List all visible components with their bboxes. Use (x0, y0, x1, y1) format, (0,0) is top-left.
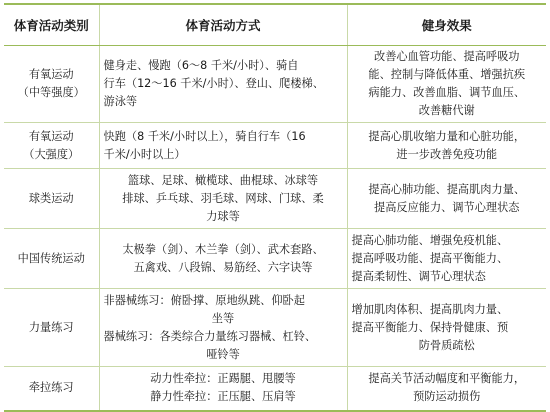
effect-text: 改善糖代谢 (418, 104, 475, 117)
method-text: 五禽戏、八段锦、易筋经、六字诀等 (133, 260, 313, 274)
category-cell (4, 169, 99, 229)
method-text: 太极拳（剑）、木兰拳（剑）、武术套路、 (122, 242, 324, 256)
effect-text: 提高平衡能力、保持骨健康、预 (351, 320, 509, 334)
effect-cell (347, 46, 546, 123)
effect-cell (347, 229, 546, 289)
category-cell (4, 289, 99, 367)
category-text: 有氧运动 (28, 68, 74, 81)
method-cell (99, 169, 347, 229)
method-text: 哑铃等 (206, 347, 240, 361)
method-text: 排球、乒乓球、羽毛球、网球、门球、柔 (122, 191, 324, 205)
table-row (4, 46, 546, 123)
table-header-row (4, 4, 546, 46)
method-cell (99, 367, 347, 411)
effect-text: 提高关节活动幅度和平衡能力， (368, 372, 526, 386)
table-row (4, 289, 546, 367)
category-text: 力量练习 (28, 320, 74, 334)
effect-text: 改善心血管功能、提高呼吸功 (374, 50, 520, 63)
method-text: 千米/小时以上） (103, 147, 186, 161)
effect-cell (347, 367, 546, 411)
category-text: 球类运动 (28, 191, 74, 205)
effect-text: 增加肌肉体积、提高肌肉力量、 (351, 302, 509, 316)
method-text: 游泳等 (103, 95, 138, 108)
method-text: 坐等 (211, 311, 235, 325)
table-row (4, 169, 546, 229)
method-text: 快跑（8 千米/小时以上），骑自行车（16 (103, 129, 306, 143)
category-text: 牵拉练习 (28, 381, 74, 395)
effect-text: 防骨质疏松 (418, 338, 475, 352)
effect-text: 提高呼吸功能、提高平衡能力、 (351, 251, 509, 265)
effect-text: 提高柔韧性、调节心理状态 (351, 269, 486, 283)
category-text: 有氧运动 (28, 129, 74, 143)
effect-text: 病能力、改善血脂、调节血压、 (368, 86, 526, 99)
table-row (4, 123, 546, 169)
fitness-activity-table (4, 3, 546, 412)
effect-text: 提高心肌收缩力量和心脏功能， (368, 129, 526, 143)
effect-cell (347, 169, 546, 229)
effect-text: 能、控制与降低体重、增强抗疾 (368, 68, 526, 81)
method-text: 器械练习：各类综合力量练习器械、杠铃、 (103, 329, 317, 343)
effect-cell (347, 289, 546, 367)
method-text: 力球等 (206, 209, 240, 223)
method-cell (99, 229, 347, 289)
method-text: 篮球、足球、橄榄球、曲棍球、冰球等 (127, 173, 319, 187)
method-cell (99, 123, 347, 169)
header-method: 体育活动方式 (99, 4, 347, 46)
category-cell (4, 123, 99, 169)
category-text: 中国传统运动 (17, 251, 85, 265)
method-cell (99, 46, 347, 123)
table-row (4, 367, 546, 411)
category-cell (4, 367, 99, 411)
category-cell (4, 229, 99, 289)
method-text: 行车（12～16 千米/小时）、登山、爬楼梯、 (103, 77, 324, 90)
effect-text: 进一步改善免疫功能 (396, 147, 498, 161)
effect-text: 预防运动损伤 (413, 390, 481, 404)
method-text: 静力性牵拉：正压腿、压肩等 (150, 390, 296, 404)
effect-cell (347, 123, 546, 169)
effect-text: 提高反应能力、调节心理状态 (374, 200, 520, 214)
header-category: 体育活动类别 (4, 4, 99, 46)
header-effect: 健身效果 (347, 4, 546, 46)
effect-text: 提高心肺功能、提高肌肉力量、 (368, 182, 526, 196)
category-text: （大强度） (23, 147, 80, 161)
method-text: 动力性牵拉：正踢腿、甩腰等 (150, 372, 296, 386)
category-text: （中等强度） (17, 86, 85, 99)
method-text: 非器械练习：俯卧撑、原地纵跳、仰卧起 (103, 293, 305, 307)
table-row (4, 229, 546, 289)
method-cell (99, 289, 347, 367)
category-cell (4, 46, 99, 123)
effect-text: 提高心肺功能、增强免疫机能、 (351, 233, 509, 247)
method-text: 健身走、慢跑（6～8 千米/小时）、骑自 (103, 59, 299, 72)
